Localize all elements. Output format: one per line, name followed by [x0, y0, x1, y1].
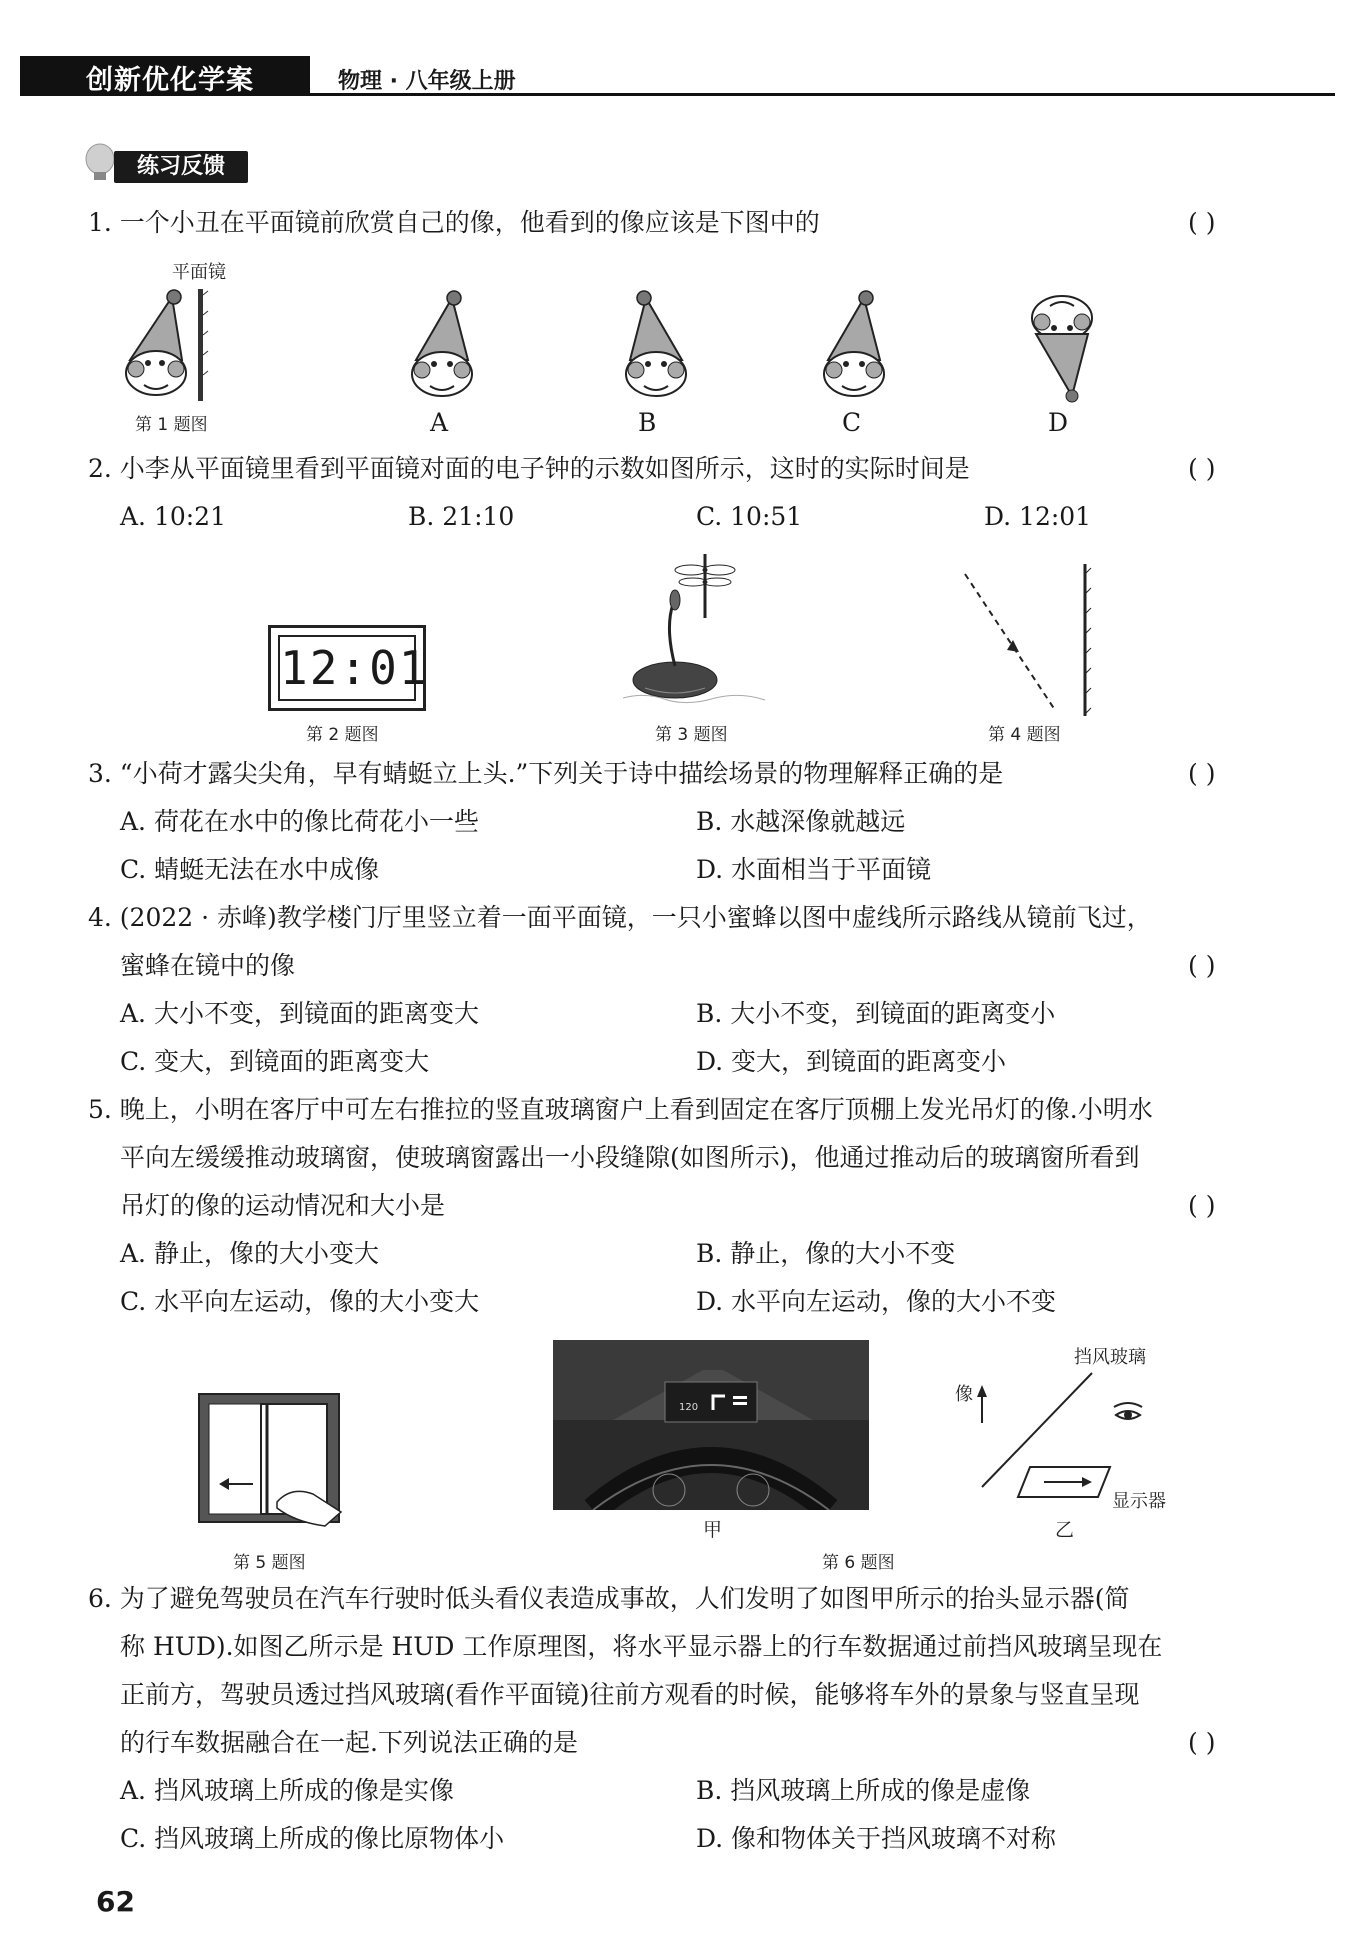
answer-paren-6: ( ) — [1188, 1728, 1216, 1757]
mirror-label: 平面镜 — [172, 262, 226, 283]
option-label-d: D — [1048, 408, 1069, 437]
q3-option-a: A. 荷花在水中的像比荷花小一些 — [120, 807, 479, 836]
figure-6-jia-label: 甲 — [703, 1519, 723, 1541]
brand-title: 创新优化学案 — [86, 65, 254, 96]
answer-paren-5: ( ) — [1188, 1191, 1216, 1220]
q3-option-b: B. 水越深像就越远 — [696, 807, 906, 836]
figure-5-caption: 第 5 题图 — [233, 1553, 306, 1573]
figure-4-caption: 第 4 题图 — [988, 725, 1061, 745]
option-label-c: C — [842, 408, 862, 437]
display-label: 显示器 — [1112, 1491, 1166, 1512]
image-label: 像 — [955, 1384, 973, 1405]
answer-paren-3: ( ) — [1188, 759, 1216, 788]
mirror-bee-path-figure — [955, 560, 1095, 720]
lotus-dragonfly-figure — [615, 548, 775, 708]
figure-6-caption: 第 6 题图 — [822, 1553, 895, 1573]
figure-2-caption: 第 2 题图 — [306, 725, 379, 745]
figure-1-caption: 第 1 题图 — [135, 415, 208, 435]
question-6-line-2: 称 HUD).如图乙所示是 HUD 工作原理图，将水平显示器上的行车数据通过前挡风玻璃呈现在 — [120, 1632, 1163, 1661]
q4-option-d: D. 变大，到镜面的距离变小 — [696, 1047, 1007, 1076]
q5-option-b: B. 静止，像的大小不变 — [696, 1239, 956, 1268]
q5-option-d: D. 水平向左运动，像的大小不变 — [696, 1287, 1057, 1316]
q4-option-a: A. 大小不变，到镜面的距离变大 — [120, 999, 479, 1028]
lightbulb-icon — [82, 142, 118, 186]
question-4-line-1: 4. (2022 · 赤峰)教学楼门厅里竖立着一面平面镜，一只小蜜蜂以图中虚线所示路线从镜前飞过， — [88, 903, 1152, 932]
question-6-line-1: 6. 为了避免驾驶员在汽车行驶时低头看仪表造成事故，人们发明了如图甲所示的抬头显示器(简 — [88, 1584, 1130, 1613]
question-1: 1. 一个小丑在平面镜前欣赏自己的像，他看到的像应该是下图中的 — [88, 208, 820, 237]
q5-option-c: C. 水平向左运动，像的大小变大 — [120, 1287, 480, 1316]
clock-display: 12:01 — [278, 635, 416, 701]
option-label-a: A — [430, 408, 449, 437]
q6-option-b: B. 挡风玻璃上所成的像是虚像 — [696, 1776, 1031, 1805]
answer-paren-1: ( ) — [1188, 208, 1216, 237]
q2-option-c: C. 10:51 — [696, 502, 803, 531]
figure-3-caption: 第 3 题图 — [655, 725, 728, 745]
question-6-line-3: 正前方，驾驶员透过挡风玻璃(看作平面镜)往前方观看的时候，能够将车外的景象与竖直呈现 — [120, 1680, 1140, 1709]
sliding-window-figure — [195, 1390, 345, 1530]
windshield-label: 挡风玻璃 — [1074, 1347, 1146, 1368]
question-5-line-1: 5. 晚上，小明在客厅中可左右推拉的竖直玻璃窗户上看到固定在客厅顶棚上发光吊灯的像.小明水 — [88, 1095, 1153, 1124]
question-2: 2. 小李从平面镜里看到平面镜对面的电子钟的示数如图所示，这时的实际时间是 — [88, 454, 970, 483]
section-title: 练习反馈 — [114, 151, 248, 183]
answer-paren-4: ( ) — [1188, 951, 1216, 980]
clown-option-d — [1018, 288, 1108, 403]
hud-photo-figure — [553, 1340, 869, 1510]
q4-option-c: C. 变大，到镜面的距离变大 — [120, 1047, 430, 1076]
q4-option-b: B. 大小不变，到镜面的距离变小 — [696, 999, 1056, 1028]
clown-option-c — [812, 288, 902, 403]
page-number: 62 — [96, 1885, 135, 1918]
question-5-line-2: 平向左缓缓推动玻璃窗，使玻璃窗露出一小段缝隙(如图所示)，他通过推动后的玻璃窗所看到 — [120, 1143, 1140, 1172]
q6-option-c: C. 挡风玻璃上所成的像比原物体小 — [120, 1824, 505, 1853]
question-6-line-4: 的行车数据融合在一起.下列说法正确的是 — [120, 1728, 578, 1757]
clown-option-a — [400, 288, 490, 403]
clown-original-figure — [110, 285, 220, 410]
question-3: 3. “小荷才露尖尖角，早有蜻蜓立上头.”下列关于诗中描绘场景的物理解释正确的是 — [88, 759, 1004, 788]
digital-clock — [268, 625, 429, 711]
q3-option-d: D. 水面相当于平面镜 — [696, 855, 932, 884]
subject-title: 物理 · 八年级上册 — [338, 69, 516, 94]
q3-option-c: C. 蜻蜓无法在水中成像 — [120, 855, 380, 884]
question-5-line-3: 吊灯的像的运动情况和大小是 — [120, 1191, 446, 1220]
q2-option-b: B. 21:10 — [408, 502, 515, 531]
q6-option-d: D. 像和物体关于挡风玻璃不对称 — [696, 1824, 1057, 1853]
question-4-line-2: 蜜蜂在镜中的像 — [120, 951, 296, 980]
hud-speed-readout: 120 — [679, 1402, 699, 1413]
q5-option-a: A. 静止，像的大小变大 — [120, 1239, 379, 1268]
q2-option-d: D. 12:01 — [984, 502, 1092, 531]
option-label-b: B — [638, 408, 657, 437]
q6-option-a: A. 挡风玻璃上所成的像是实像 — [120, 1776, 454, 1805]
figure-6-yi-label: 乙 — [1055, 1519, 1075, 1541]
q2-option-a: A. 10:21 — [120, 502, 226, 531]
clown-option-b — [608, 288, 698, 403]
answer-paren-2: ( ) — [1188, 454, 1216, 483]
